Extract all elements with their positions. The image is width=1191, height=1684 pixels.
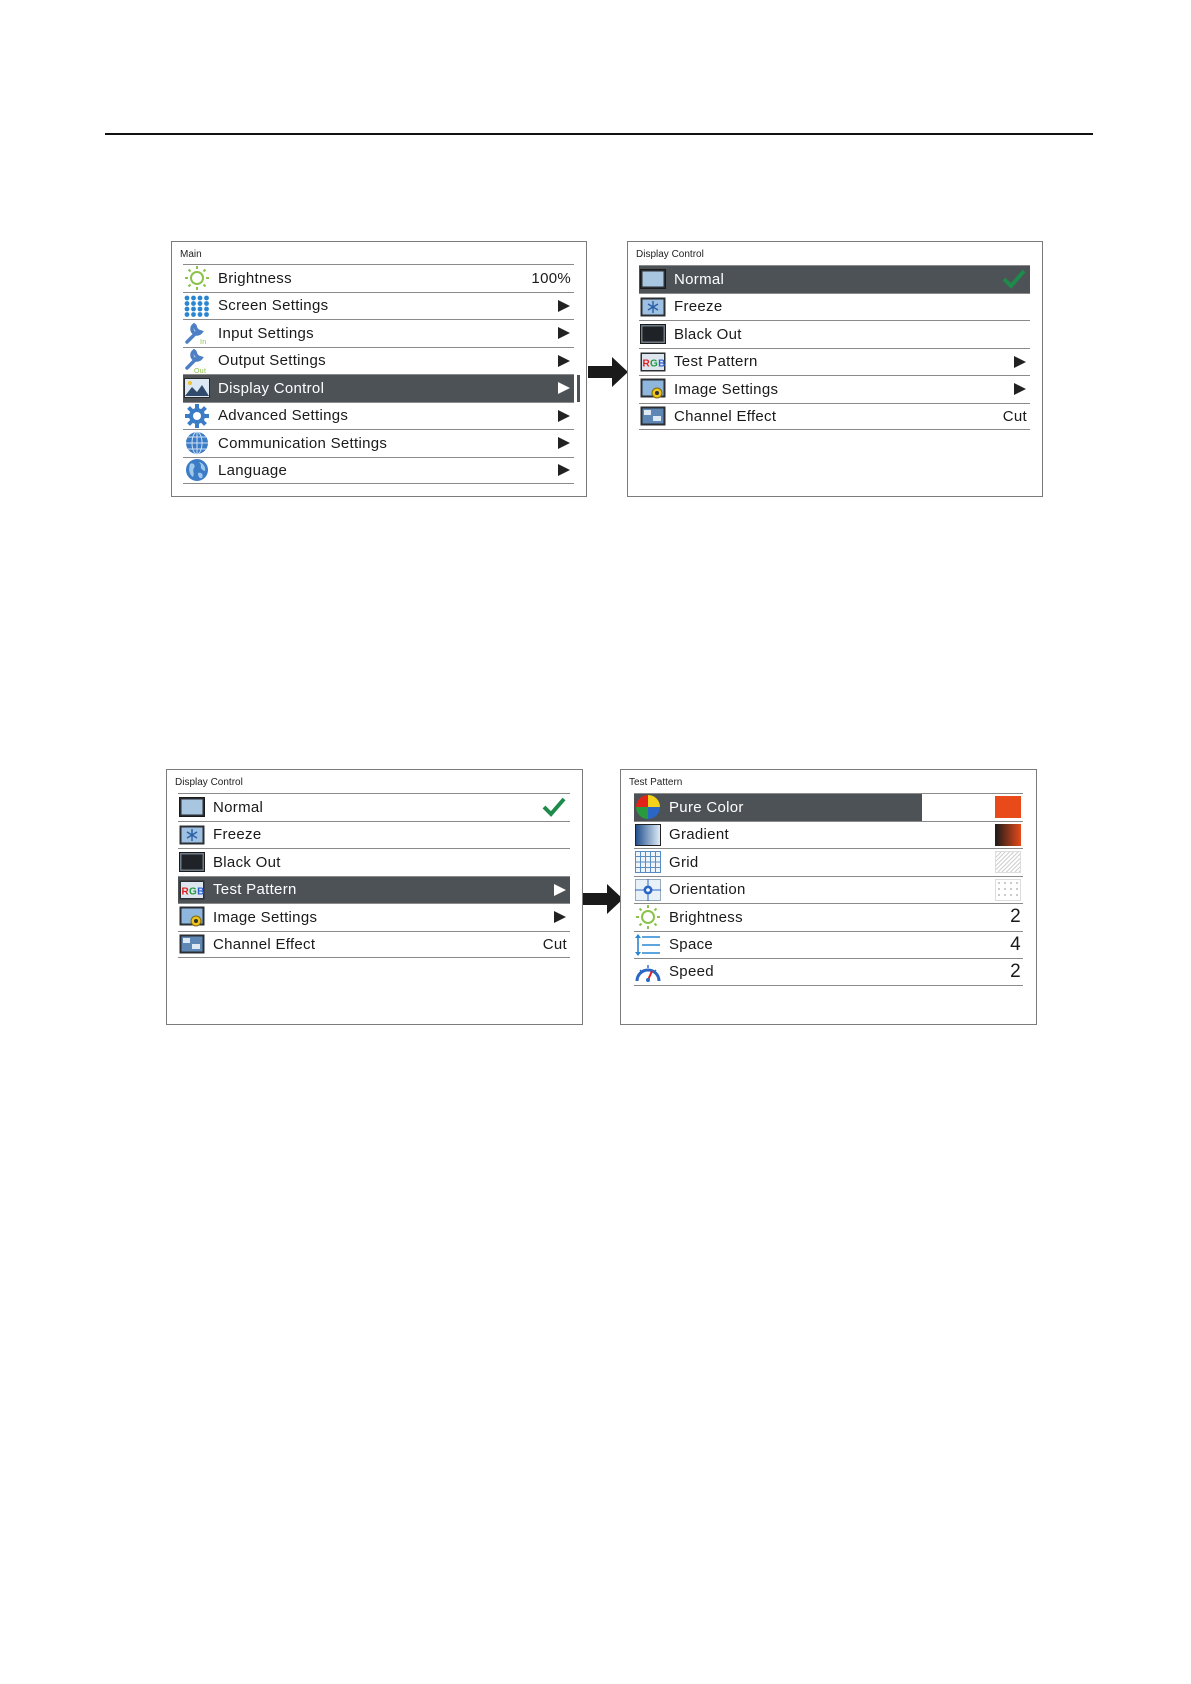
menu-item-communication-settings[interactable] [183,429,574,457]
gradient-swatch [995,824,1021,846]
right-arrow-icon [583,884,623,914]
menu-item-advanced-settings[interactable] [183,402,574,430]
submenu-arrow-icon [1014,356,1026,368]
pure-color-swatch [995,796,1021,818]
submenu-arrow-icon [558,300,570,312]
submenu-arrow-icon [558,410,570,422]
selection-marker [577,375,580,402]
test-pattern-panel [620,769,1037,1025]
menu-item-label: Black Out [674,325,742,343]
svg-text:In: In [200,339,207,346]
menu-item-gradient[interactable] [634,821,1023,849]
menu-item-orientation[interactable] [634,876,1023,904]
speed-value: 2 [1010,960,1021,982]
submenu-arrow-icon [558,355,570,367]
black-screen-icon [639,322,667,346]
menu-item-channel-effect[interactable] [639,403,1030,431]
menu-item-label: Orientation [669,881,746,899]
checkmark-icon [542,797,566,817]
brightness-icon [634,905,662,929]
menu-item-label: Pure Color [669,798,744,816]
rgb-icon [639,350,667,374]
orientation-icon [634,878,662,902]
menu-item-label: Output Settings [218,352,326,370]
submenu-arrow-icon [558,327,570,339]
gear-icon [183,404,211,428]
menu-item-language[interactable] [183,457,574,485]
display-control-panel [627,241,1043,497]
brightness-icon [183,266,211,290]
menu-item-channel-effect[interactable] [178,931,570,959]
landscape-icon [183,376,211,400]
grid-swatch [995,851,1021,873]
menu-item-label: Test Pattern [674,353,758,371]
menu-item-label: Gradient [669,826,729,844]
menu-item-label: Grid [669,853,699,871]
svg-text:Out: Out [194,367,207,373]
menu-item-label: Speed [669,963,714,981]
snowflake-icon [639,295,667,319]
speedometer-icon [634,960,662,984]
menu-item-output-settings[interactable] [183,347,574,375]
submenu-arrow-icon [554,884,566,896]
snowflake-icon [178,823,206,847]
menu-item-label: Brightness [669,908,743,926]
menu-item-normal[interactable] [178,793,570,821]
spacing-icon [634,933,662,957]
menu-item-freeze[interactable] [178,821,570,849]
menu-item-label: Black Out [213,853,281,871]
menu-item-label: Space [669,936,714,954]
globe-icon [183,458,211,482]
monitor-icon [178,795,206,819]
image-gear-icon [639,377,667,401]
menu-item-black-out[interactable] [178,848,570,876]
panel-title: Main [180,249,202,260]
checkmark-icon [1002,269,1026,289]
menu-item-test-pattern[interactable] [178,876,570,904]
submenu-arrow-icon [558,437,570,449]
svg-text:RGB: RGB [181,886,205,898]
image-gear-icon [178,905,206,929]
wrench-in-icon [183,321,211,345]
color-wheel-icon [634,795,662,819]
channel-effect-value: Cut [1002,407,1027,425]
menu-item-brightness[interactable] [634,903,1023,931]
menu-item-label: Freeze [674,298,723,316]
wrench-out-icon [183,349,211,373]
orientation-swatch [995,879,1021,901]
submenu-arrow-icon [558,382,570,394]
menu-item-label: Language [218,461,288,479]
menu-item-label: Test Pattern [213,881,297,899]
menu-item-label: Image Settings [674,380,779,398]
menu-item-space[interactable] [634,931,1023,959]
menu-item-black-out[interactable] [639,320,1030,348]
svg-text:RGB: RGB [642,358,666,370]
menu-item-screen-settings[interactable] [183,292,574,320]
menu-item-test-pattern[interactable] [639,348,1030,376]
menu-item-freeze[interactable] [639,293,1030,321]
menu-item-display-control[interactable] [183,374,574,402]
globe-grid-icon [183,431,211,455]
menu-item-pure-color[interactable] [634,793,1023,821]
menu-item-normal[interactable] [639,265,1030,293]
top-rule [105,133,1093,135]
menu-item-brightness[interactable] [183,264,574,292]
menu-item-label: Communication Settings [218,434,388,452]
menu-item-label: Image Settings [213,908,318,926]
submenu-arrow-icon [554,911,566,923]
menu-item-label: Channel Effect [213,935,316,953]
menu-item-input-settings[interactable] [183,319,574,347]
grid-icon [634,850,662,874]
panel-title: Test Pattern [629,777,683,788]
menu-item-label: Display Control [218,379,325,397]
rgb-icon [178,878,206,902]
menu-item-label: Advanced Settings [218,407,349,425]
menu-item-grid[interactable] [634,848,1023,876]
gradient-icon [634,823,662,847]
menu-item-label: Normal [213,798,264,816]
submenu-arrow-icon [558,464,570,476]
menu-item-label: Brightness [218,269,292,287]
display-control-panel-2 [166,769,583,1025]
panel-title: Display Control [636,249,704,260]
menu-item-label: Normal [674,270,725,288]
monitor-icon [639,267,667,291]
menu-item-label: Screen Settings [218,297,329,315]
brightness-value: 2 [1010,906,1021,928]
channel-effect-icon [639,404,667,428]
menu-item-speed[interactable] [634,958,1023,986]
channel-effect-icon [178,932,206,956]
space-value: 4 [1010,933,1021,955]
menu-item-label: Freeze [213,826,262,844]
channel-effect-value: Cut [542,935,567,953]
brightness-value: 100% [531,269,571,287]
submenu-arrow-icon [1014,383,1026,395]
menu-item-label: Channel Effect [674,407,777,425]
black-screen-icon [178,850,206,874]
menu-item-label: Input Settings [218,324,314,342]
main-menu-panel [171,241,587,497]
screen-grid-icon [183,294,211,318]
right-arrow-icon [588,357,628,387]
menu-item-image-settings[interactable] [178,903,570,931]
panel-title: Display Control [175,777,243,788]
menu-item-image-settings[interactable] [639,375,1030,403]
